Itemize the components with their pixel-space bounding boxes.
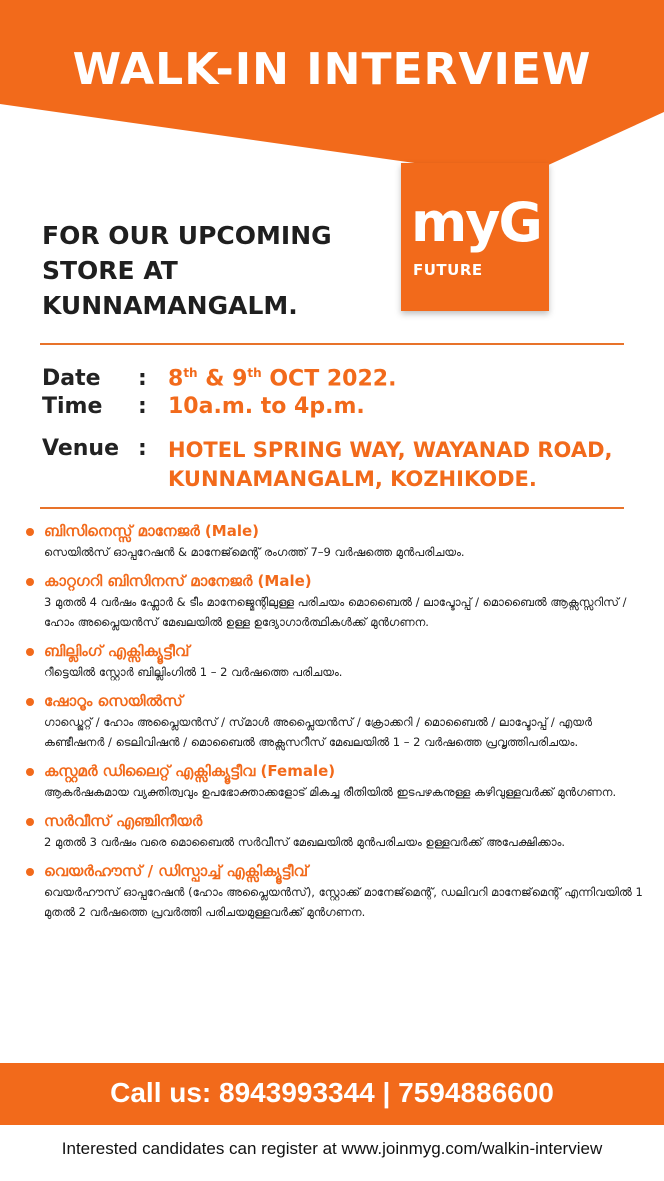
job-title: സർവീസ് എഞ്ചിനീയർ xyxy=(44,812,203,830)
job-item xyxy=(26,810,646,852)
date-day-1: 8 xyxy=(168,366,184,392)
bullet-icon xyxy=(26,818,34,826)
divider-bottom xyxy=(40,507,624,509)
date-amp: & 9 xyxy=(197,366,248,392)
bullet-icon xyxy=(26,648,34,656)
date-sup-1: th xyxy=(183,366,198,380)
job-description: 2 മുതൽ 3 വർഷം വരെ മൊബൈൽ സർവീസ് മേഖലയിൽ മുൻപരിചയം ഉള്ളവർക്ക് അപേക്ഷിക്കാം. xyxy=(44,835,566,849)
time-label: Time xyxy=(42,394,103,419)
divider-top xyxy=(40,343,624,345)
bullet-icon xyxy=(26,578,34,586)
job-title: വെയർഹൗസ് / ഡിസ്പാച്ച് എക്സിക്യൂട്ടീവ് xyxy=(44,862,309,880)
job-item xyxy=(26,520,646,562)
register-note: Interested candidates can register at www.joinmyg.com/walkin-interview xyxy=(61,1139,603,1158)
page-title: WALK-IN INTERVIEW xyxy=(72,44,592,95)
call-bar xyxy=(0,1063,664,1125)
job-title: ഷോറൂം സെയിൽസ് xyxy=(44,692,183,710)
logo-subtext: FUTURE xyxy=(413,261,483,279)
date-sup-2: th xyxy=(247,366,262,380)
date-value xyxy=(168,366,396,391)
job-description: ഗാഡ്ജെറ്റ് / ഹോം അപ്ലൈയൻസ് / സ്‌മാൾ അപ്ലൈയൻസ് / ക്രോക്കറി / മൊബൈൽ / ലാപ്ടോപ്പ് / എയർ കണ്ടീഷനർ / ടെലിവിഷൻ / മൊബൈൽ അക്സസറീസ് മേഖലയിൽ 1 – 2 വർഷത്തെ പ്രവൃത്തിപരിചയം. xyxy=(44,715,593,749)
myg-logo xyxy=(401,163,549,311)
bullet-icon xyxy=(26,698,34,706)
bullet-icon xyxy=(26,868,34,876)
banner-shape xyxy=(0,0,664,200)
bullet-icon xyxy=(26,528,34,536)
bullet-icon xyxy=(26,768,34,776)
headline-line-2: STORE AT xyxy=(42,256,178,285)
job-title: കാറ്റഗറി ബിസിനസ് മാനേജർ (Male) xyxy=(44,572,312,590)
header-banner xyxy=(0,0,664,200)
job-item xyxy=(26,570,646,632)
venue-colon: : xyxy=(138,436,147,461)
job-item xyxy=(26,760,646,802)
job-description: 3 മുതൽ 4 വർഷം ഫ്ലോർ & ടീം മാനേജ്മെന്റിലുള്ള പരിചയം മൊബൈൽ / ലാപ്ടോപ്പ് / മൊബൈൽ ആക്സസ്സറിസ് / ഹോം അപ്ലൈയൻസ് മേഖലയിൽ ഉള്ള ഉദ്യോഗാർത്ഥികൾക്ക് മുൻഗണന. xyxy=(44,595,627,629)
date-label: Date xyxy=(42,366,101,391)
job-description: വെയർഹൗസ് ഓപ്പറേഷൻ (ഹോം അപ്ലൈയൻസ്), സ്റ്റോക്ക് മാനേജ്‌മെന്റ്, ഡലിവറി മാനേജ്‌മെന്റ് എന്നിവയിൽ 1 മുതൽ 2 വർഷത്തെ പ്രവർത്തി പരിചയമുള്ളവർക്ക് മുൻഗണന. xyxy=(44,885,643,919)
time-colon: : xyxy=(138,394,147,419)
logo-text: myG xyxy=(411,191,541,254)
job-title: ബില്ലിംഗ് എക്സിക്യൂട്ടീവ് xyxy=(44,642,190,660)
date-rest: OCT 2022. xyxy=(261,366,397,392)
venue-line-1: HOTEL SPRING WAY, WAYANAD ROAD, xyxy=(168,438,613,462)
venue-line-2: KUNNAMANGALM, KOZHIKODE. xyxy=(168,467,537,491)
job-description: റീട്ടെയിൽ സ്റ്റോർ ബില്ലിംഗിൽ 1 – 2 വർഷത്തെ പരിചയം. xyxy=(44,665,343,679)
store-headline xyxy=(42,218,382,323)
headline-line-1: FOR OUR UPCOMING xyxy=(42,221,332,250)
job-description: ആകർഷകമായ വ്യക്തിത്വവും ഉപഭോക്താക്കളോട് മികച്ച രീതിയിൽ ഇടപഴകനുള്ള കഴിവുള്ളവർക്ക് മുൻഗണന. xyxy=(44,785,617,799)
job-list xyxy=(26,520,646,930)
headline-line-3: KUNNAMANGALM. xyxy=(42,291,298,320)
call-numbers[interactable]: Call us: 8943993344 | 7594886600 xyxy=(110,1077,554,1108)
job-title: കസ്റ്റമർ ഡിലൈറ്റ് എക്സിക്യൂട്ടീവ (Female) xyxy=(44,762,336,780)
venue-value xyxy=(168,436,664,494)
job-title: ബിസിനെസ്സ് മാനേജർ (Male) xyxy=(44,522,259,540)
venue-label: Venue xyxy=(42,436,119,461)
job-item xyxy=(26,690,646,752)
job-item xyxy=(26,640,646,682)
date-colon: : xyxy=(138,366,147,391)
job-description: സെയിൽസ് ഓപ്പറേഷൻ & മാനേജ്‌മെന്റ് രംഗത്ത് 7–9 വർഷത്തെ മുൻപരിചയം. xyxy=(44,545,465,559)
time-value: 10a.m. to 4p.m. xyxy=(168,394,365,419)
job-item xyxy=(26,860,646,922)
